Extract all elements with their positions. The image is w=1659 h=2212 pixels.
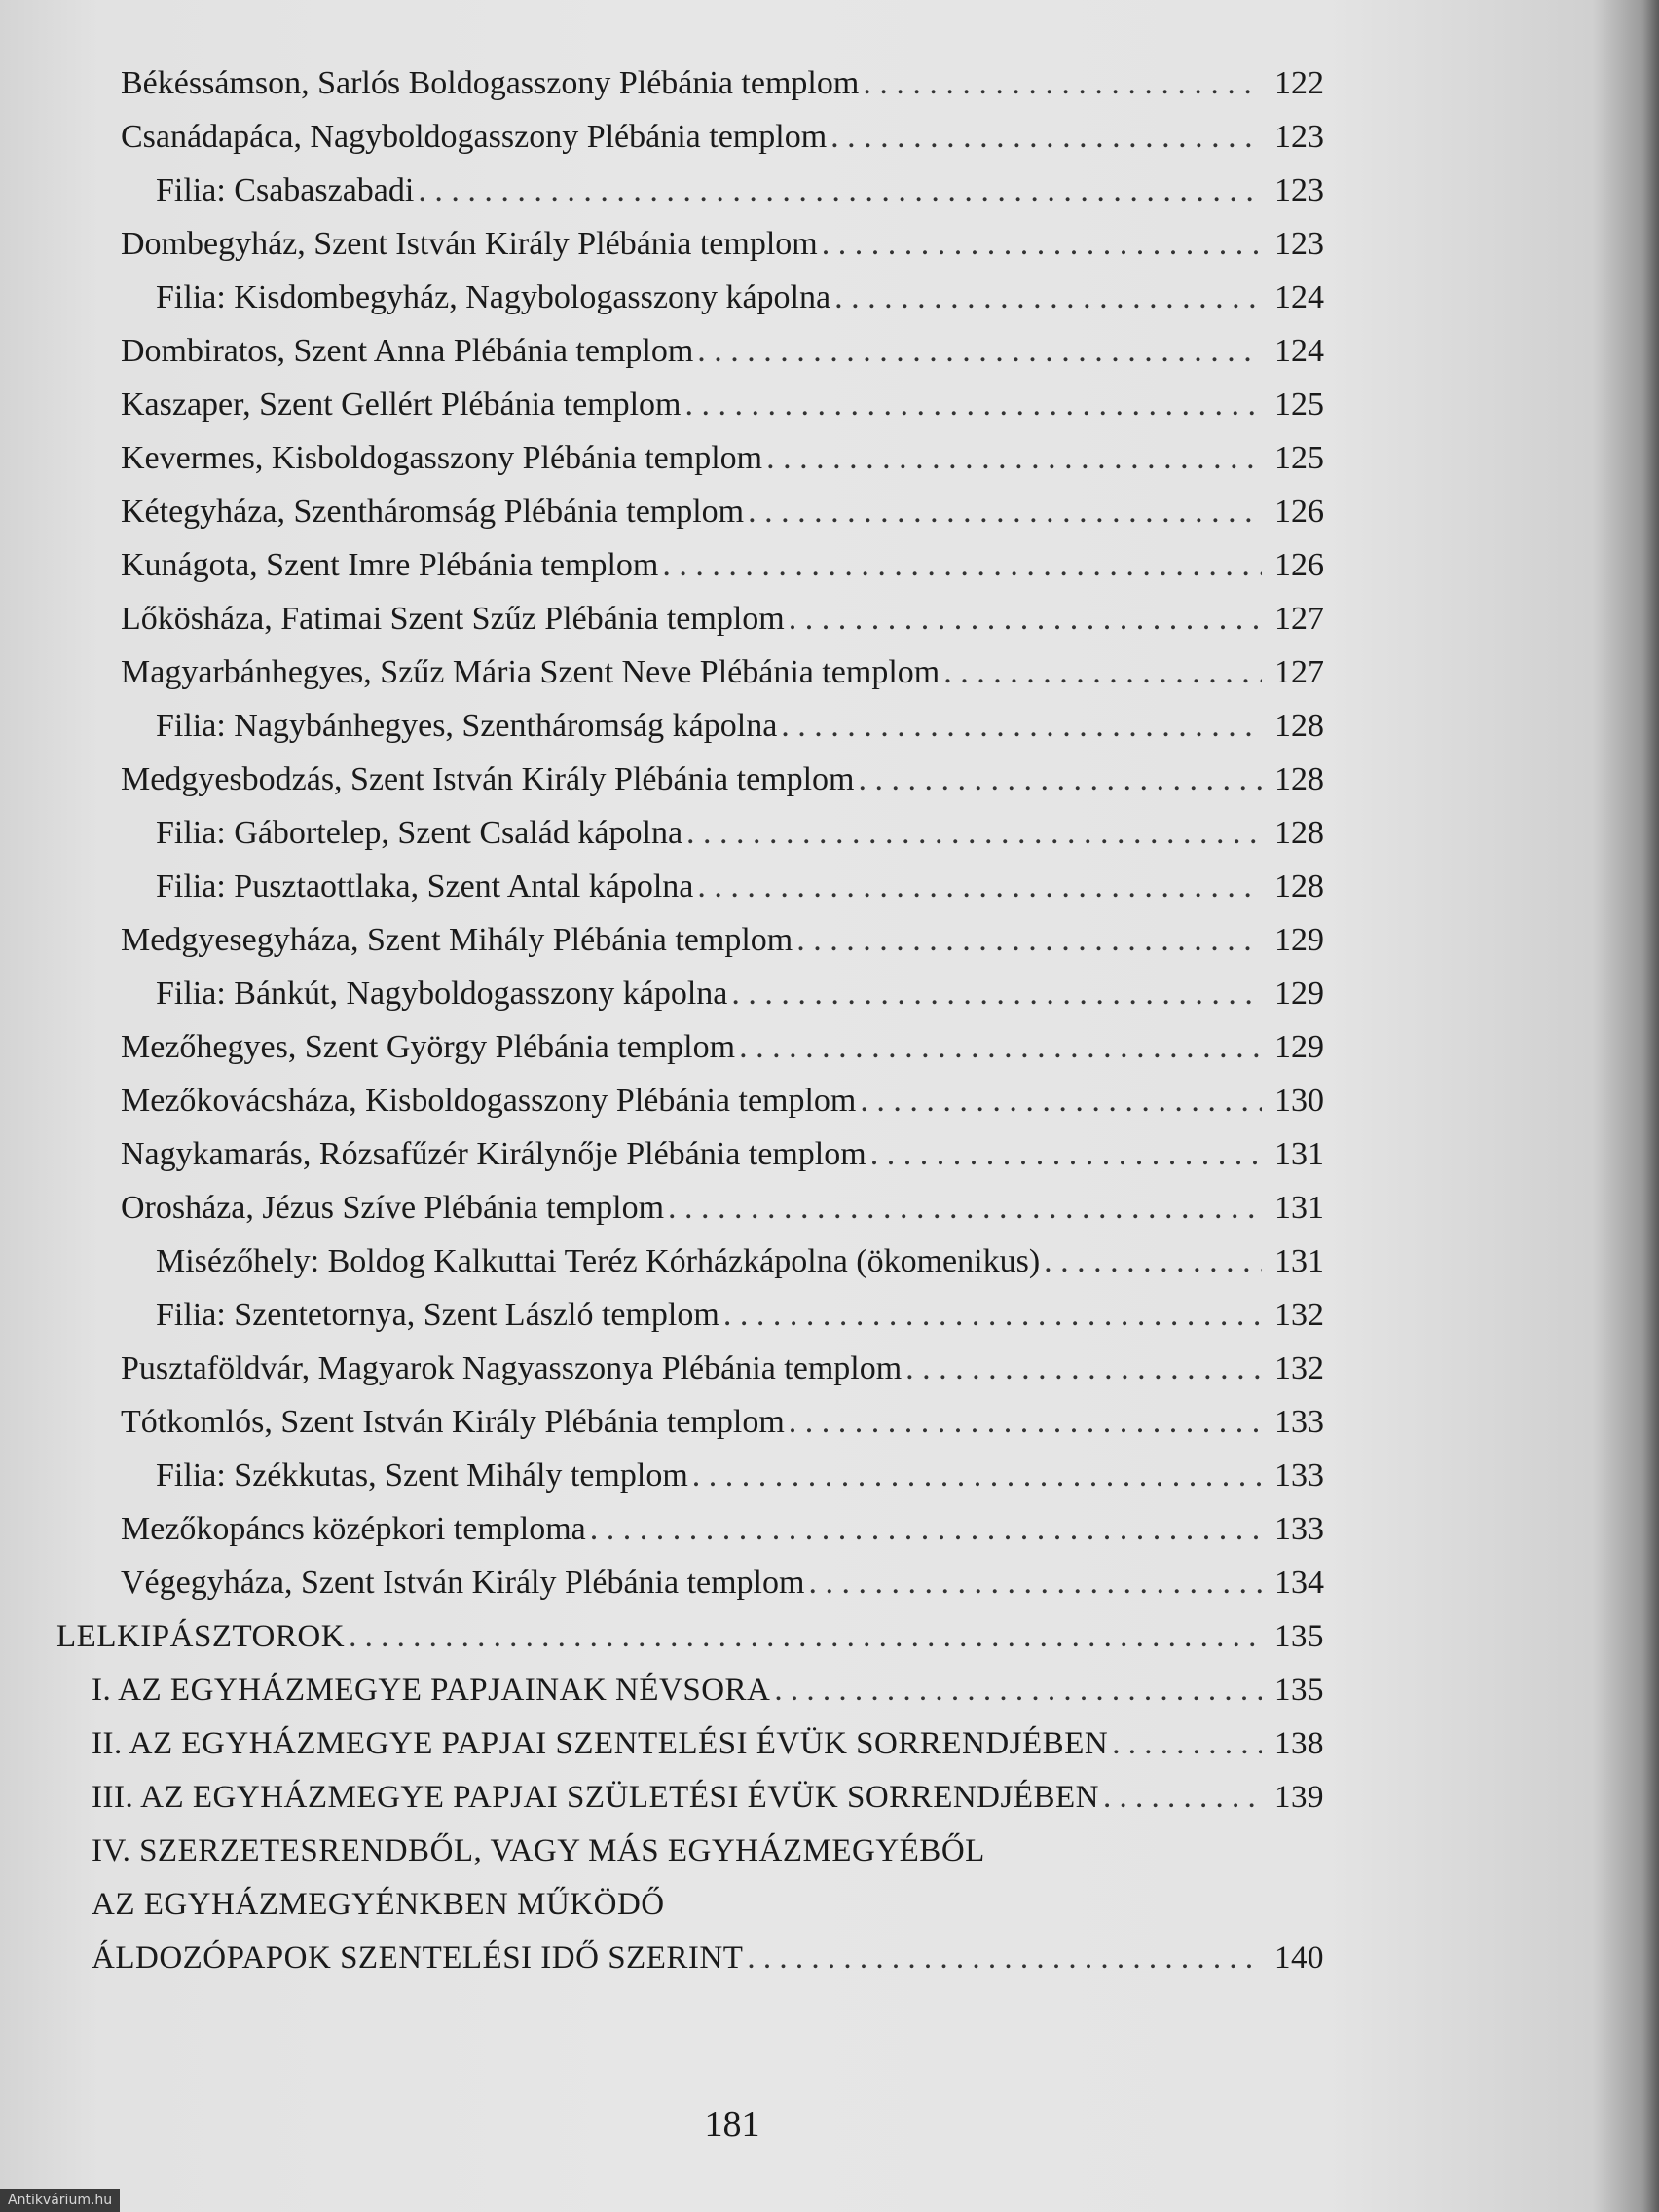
toc-entry xyxy=(156,703,1324,750)
toc-entry-label: Végegyháza, Szent István Király Plébánia templom xyxy=(121,1565,805,1601)
dot-leader xyxy=(943,649,1262,696)
toc-entry xyxy=(121,1399,1324,1446)
toc-entry-page: 128 xyxy=(1274,708,1324,744)
watermark: Antikvárium.hu xyxy=(0,2189,120,2212)
toc-entry-label: Mezőhegyes, Szent György Plébánia templom xyxy=(121,1029,736,1065)
dot-leader xyxy=(863,60,1262,107)
toc-entry xyxy=(121,756,1324,803)
dot-leader xyxy=(781,703,1262,750)
toc-entry-label: I. AZ EGYHÁZMEGYE PAPJAINAK NÉVSORA xyxy=(92,1673,771,1708)
toc-entry-page: 132 xyxy=(1274,1350,1324,1386)
toc-entry xyxy=(121,917,1324,964)
toc-entry-label: Filia: Nagybánhegyes, Szentháromság kápolna xyxy=(156,708,778,744)
toc-entry xyxy=(121,1346,1324,1392)
toc-entry xyxy=(121,435,1324,482)
toc-entry-page: 139 xyxy=(1274,1780,1324,1815)
toc-entry-page: 123 xyxy=(1274,226,1324,262)
dot-leader xyxy=(723,1292,1262,1339)
toc-entry xyxy=(92,1720,1324,1767)
dot-leader xyxy=(796,917,1262,964)
dot-leader xyxy=(1044,1238,1262,1285)
toc-entry-label: Pusztaföldvár, Magyarok Nagyasszonya Plébánia templom xyxy=(121,1350,903,1386)
toc-entry-label: Filia: Szentetornya, Szent László templom xyxy=(156,1297,719,1333)
toc-entry-label: Békéssámson, Sarlós Boldogasszony Plébánia templom xyxy=(121,65,860,101)
dot-leader xyxy=(590,1506,1262,1553)
toc-entry-label: AZ EGYHÁZMEGYÉNKBEN MŰKÖDŐ xyxy=(92,1887,665,1922)
toc-entry xyxy=(121,221,1324,268)
toc-entry-label: Filia: Kisdombegyház, Nagybologasszony kápolna xyxy=(156,279,831,315)
dot-leader xyxy=(766,435,1262,482)
dot-leader xyxy=(668,1185,1262,1232)
toc-entry-label: II. AZ EGYHÁZMEGYE PAPJAI SZENTELÉSI ÉVÜK SORRENDJÉBEN xyxy=(92,1726,1109,1761)
toc-entry-page: 135 xyxy=(1274,1673,1324,1708)
toc-entry-label: III. AZ EGYHÁZMEGYE PAPJAI SZÜLETÉSI ÉVÜK SORRENDJÉBEN xyxy=(92,1780,1100,1815)
toc-entry-page: 133 xyxy=(1274,1404,1324,1440)
toc-entry-label: Dombiratos, Szent Anna Plébánia templom xyxy=(121,333,694,369)
toc-entry-label: Csanádapáca, Nagyboldogasszony Plébánia templom xyxy=(121,119,828,155)
toc-entry-label: Filia: Pusztaottlaka, Szent Antal kápolna xyxy=(156,868,694,904)
toc-entry-label: Medgyesbodzás, Szent István Király Plébánia templom xyxy=(121,761,855,797)
toc-entry-page: 132 xyxy=(1274,1297,1324,1333)
dot-leader xyxy=(834,275,1262,321)
toc-entry-page: 138 xyxy=(1274,1726,1324,1761)
dot-leader xyxy=(808,1560,1262,1606)
toc-entry-page: 122 xyxy=(1274,65,1324,101)
dot-leader xyxy=(870,1131,1262,1178)
toc-entry xyxy=(121,542,1324,589)
dot-leader xyxy=(822,221,1262,268)
toc-entry xyxy=(121,1078,1324,1124)
dot-leader xyxy=(739,1024,1262,1071)
toc-entry-page: 129 xyxy=(1274,922,1324,958)
dot-leader xyxy=(1112,1720,1262,1767)
toc-entry xyxy=(121,649,1324,696)
toc-entry xyxy=(156,1292,1324,1339)
dot-leader xyxy=(830,114,1262,161)
toc-entry-page: 131 xyxy=(1274,1190,1324,1226)
toc-entry-label: Filia: Gábortelep, Szent Család kápolna xyxy=(156,815,683,851)
toc-entry-page: 133 xyxy=(1274,1457,1324,1493)
toc-entry-page: 129 xyxy=(1274,976,1324,1012)
toc-entry xyxy=(92,1881,1324,1928)
toc-entry xyxy=(156,864,1324,910)
dot-leader xyxy=(697,328,1262,375)
toc-entry xyxy=(92,1935,1324,1981)
toc-entry xyxy=(121,596,1324,643)
toc-entry-page: 125 xyxy=(1274,387,1324,423)
toc-entry-label: Filia: Székkutas, Szent Mihály templom xyxy=(156,1457,688,1493)
dot-leader xyxy=(747,1935,1262,1981)
dot-leader xyxy=(774,1667,1262,1714)
toc-entry-label: Medgyesegyháza, Szent Mihály Plébánia templom xyxy=(121,922,793,958)
dot-leader xyxy=(685,382,1263,428)
toc-entry-page: 127 xyxy=(1274,654,1324,690)
toc-entry-label: IV. SZERZETESRENDBŐL, VAGY MÁS EGYHÁZMEGYÉBŐL xyxy=(92,1833,985,1868)
toc-entry-page: 129 xyxy=(1274,1029,1324,1065)
toc-entry xyxy=(156,810,1324,857)
dot-leader xyxy=(349,1613,1262,1660)
dot-leader xyxy=(905,1346,1262,1392)
toc-entry-page: 123 xyxy=(1274,119,1324,155)
dot-leader xyxy=(686,810,1262,857)
page-number: 181 xyxy=(704,2104,760,2145)
toc-entry-page: 128 xyxy=(1274,868,1324,904)
toc-entry xyxy=(121,328,1324,375)
toc-entry-label: Kaszaper, Szent Gellért Plébánia templom xyxy=(121,387,682,423)
toc-entry-label: Filia: Bánkút, Nagyboldogasszony kápolna xyxy=(156,976,728,1012)
toc-entry-page: 127 xyxy=(1274,601,1324,637)
toc-entry xyxy=(92,1774,1324,1821)
toc-entry xyxy=(156,167,1324,214)
dot-leader xyxy=(860,1078,1262,1124)
toc-entry xyxy=(156,1238,1324,1285)
toc-entry-label: Kevermes, Kisboldogasszony Plébánia templom xyxy=(121,440,763,476)
toc-entry xyxy=(156,971,1324,1017)
toc-entry-label: Mezőkopáncs középkori temploma xyxy=(121,1511,586,1547)
toc-entry-page: 128 xyxy=(1274,815,1324,851)
toc-entry xyxy=(121,1560,1324,1606)
toc-entry xyxy=(121,1506,1324,1553)
dot-leader xyxy=(692,1453,1262,1499)
toc-entry-label: Kétegyháza, Szentháromság Plébánia templom xyxy=(121,494,745,530)
toc-entry xyxy=(121,382,1324,428)
toc-entry-page: 126 xyxy=(1274,547,1324,583)
toc-entry-page: 124 xyxy=(1274,333,1324,369)
toc-entry-label: LELKIPÁSZTOROK xyxy=(56,1619,346,1654)
toc-entry xyxy=(121,1131,1324,1178)
dot-leader xyxy=(789,596,1262,643)
toc-entry-label: Misézőhely: Boldog Kalkuttai Teréz Kórházkápolna (ökomenikus) xyxy=(156,1243,1041,1279)
toc-entry-page: 140 xyxy=(1274,1940,1324,1975)
toc-entry-page: 131 xyxy=(1274,1136,1324,1172)
toc-entry-label: Lőkösháza, Fatimai Szent Szűz Plébánia templom xyxy=(121,601,785,637)
dot-leader xyxy=(859,756,1263,803)
toc-entry xyxy=(121,1185,1324,1232)
toc-entry-page: 135 xyxy=(1274,1619,1324,1654)
toc-entry-label: Tótkomlós, Szent István Király Plébánia templom xyxy=(121,1404,785,1440)
toc-entry xyxy=(156,1453,1324,1499)
toc-entry xyxy=(56,1613,1324,1660)
toc-entry-label: Nagykamarás, Rózsafűzér Királynője Plébánia templom xyxy=(121,1136,866,1172)
toc-entry xyxy=(92,1827,1324,1874)
toc-entry-page: 124 xyxy=(1274,279,1324,315)
toc-entry xyxy=(92,1667,1324,1714)
toc-entry-label: Orosháza, Jézus Szíve Plébánia templom xyxy=(121,1190,665,1226)
dot-leader xyxy=(731,971,1262,1017)
toc-entry-page: 130 xyxy=(1274,1083,1324,1119)
toc-entry-label: Magyarbánhegyes, Szűz Mária Szent Neve Plébánia templom xyxy=(121,654,940,690)
toc-entry-label: ÁLDOZÓPAPOK SZENTELÉSI IDŐ SZERINT xyxy=(92,1940,744,1975)
dot-leader xyxy=(1103,1774,1262,1821)
dot-leader xyxy=(789,1399,1262,1446)
toc-entry-label: Filia: Csabaszabadi xyxy=(156,172,415,208)
toc-entry xyxy=(121,1024,1324,1071)
toc-entry xyxy=(121,489,1324,535)
dot-leader xyxy=(662,542,1262,589)
toc-entry-page: 133 xyxy=(1274,1511,1324,1547)
toc-entry xyxy=(121,60,1324,107)
toc-entry-page: 126 xyxy=(1274,494,1324,530)
toc-entry-label: Mezőkovácsháza, Kisboldogasszony Plébánia templom xyxy=(121,1083,857,1119)
toc-entry-page: 125 xyxy=(1274,440,1324,476)
toc-entry-page: 128 xyxy=(1274,761,1324,797)
toc-entry-page: 131 xyxy=(1274,1243,1324,1279)
toc-entry xyxy=(156,275,1324,321)
toc-entry xyxy=(121,114,1324,161)
dot-leader xyxy=(418,167,1262,214)
dot-leader xyxy=(697,864,1262,910)
toc-entry-page: 134 xyxy=(1274,1565,1324,1601)
toc-entry-page: 123 xyxy=(1274,172,1324,208)
toc-entry-label: Kunágota, Szent Imre Plébánia templom xyxy=(121,547,659,583)
dot-leader xyxy=(748,489,1262,535)
toc-entry-label: Dombegyház, Szent István Király Plébánia templom xyxy=(121,226,818,262)
